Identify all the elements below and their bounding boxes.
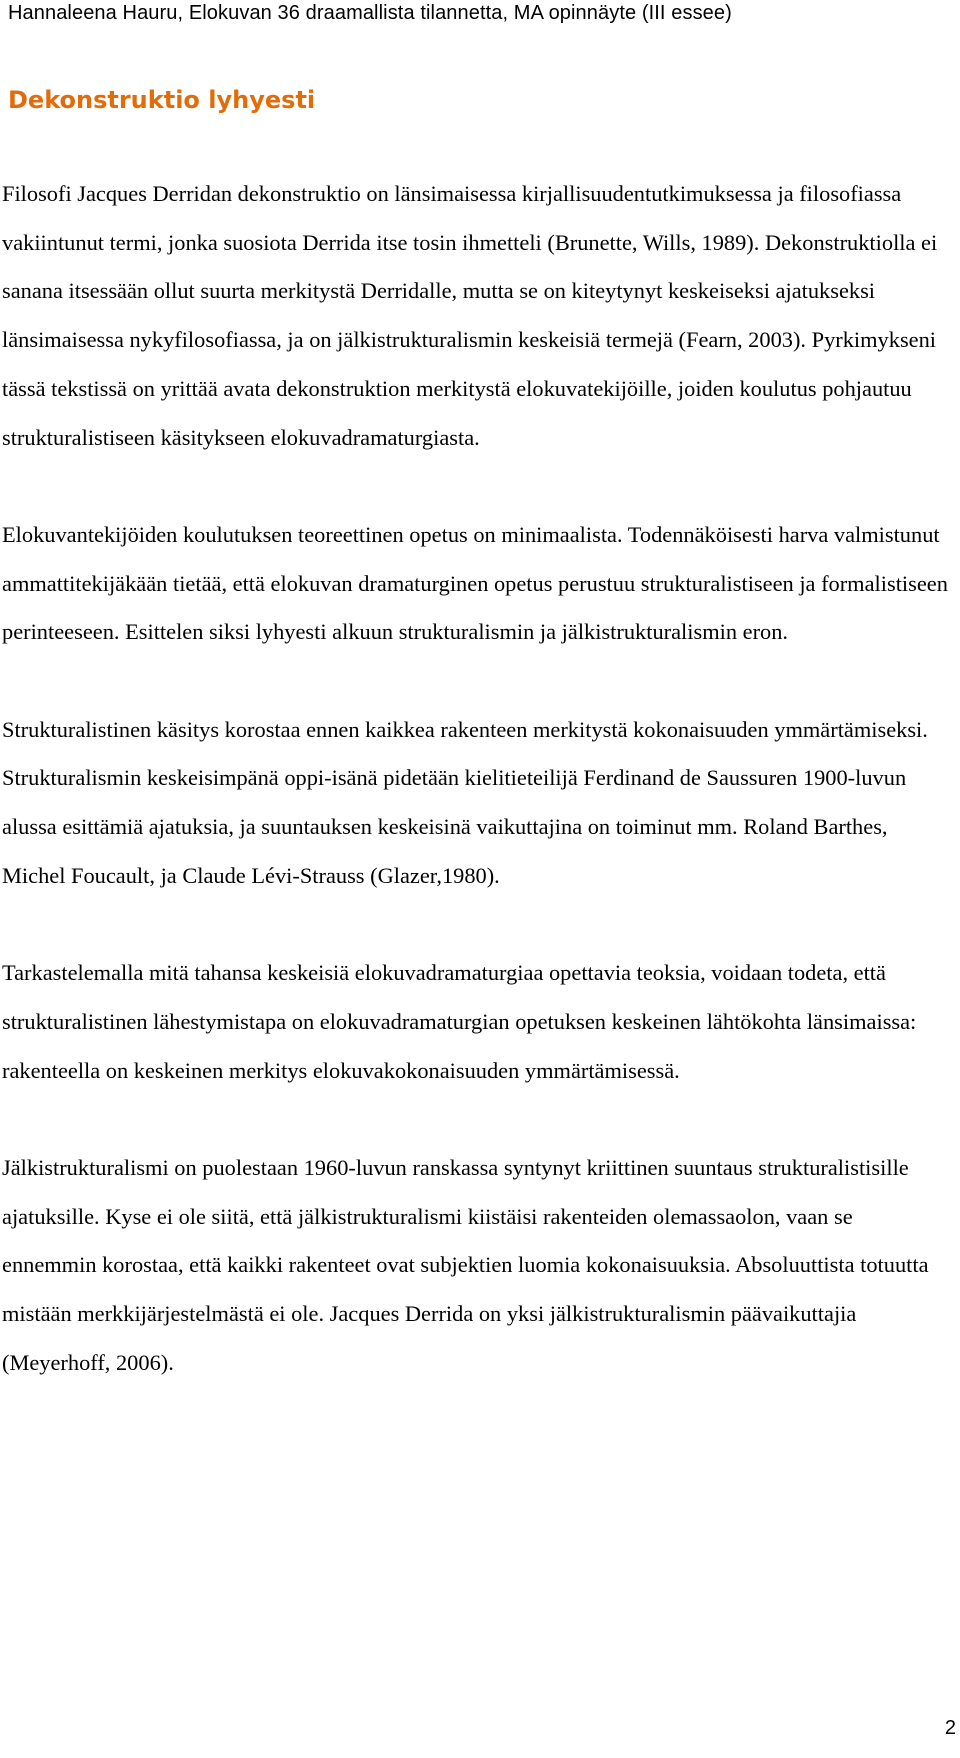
paragraph-4: Tarkastelemalla mitä tahansa keskeisiä elokuvadramaturgiaa opettavia teoksia, voidaan todeta, että strukturalistinen lähestymistapa on elokuvadramaturgian opetuksen keskeinen lähtökohta länsimaissa: rakenteella on keskeinen merkitys elokuvakokonaisuuden ymmärtämisessä. [2,960,917,1083]
paragraph-3: Strukturalistinen käsitys korostaa ennen kaikkea rakenteen merkitystä kokonaisuuden ymmärtämiseksi. Strukturalismin keskeisimpänä oppi-isänä pidetään kielitieteilijä Ferdinand de Saussuren 1900-luvun alussa esittämiä ajatuksia, ja suuntauksen keskeisinä vaikuttajina on toiminut mm. Roland Barthes, Michel Foucault, ja Claude Lévi-Strauss (Glazer,1980). [2,716,928,888]
body-text [2,170,952,1436]
paragraph-2: Elokuvantekijöiden koulutuksen teoreettinen opetus on minimaalista. Todennäköisesti harva valmistunut ammattitekijäkään tietää, että elokuvan dramaturginen opetus perustuu strukturalistiseen ja formalistiseen perinteeseen. Esittelen siksi lyhyesti alkuun strukturalismin ja jälkistrukturalismin eron. [2,521,948,645]
paragraph-5: Jälkistrukturalismi on puolestaan 1960-luvun ranskassa syntynyt kriittinen suuntaus strukturalistisille ajatuksille. Kyse ei ole siitä, että jälkistrukturalismi kiistäisi rakenteiden olemassaolon, vaan se ennemmin korostaa, että kaikki rakenteet ovat subjektien luomia kokonaisuuksia. Absoluuttista totuutta mistään merkkijärjestelmästä ei ole. Jacques Derrida on yksi jälkistrukturalismin päävaikuttajia (Meyerhoff, 2006). [2,1155,929,1375]
running-header: Hannaleena Hauru, Elokuvan 36 draamallista tilannetta, MA opinnäyte (III essee) [8,2,732,24]
page-number: 2 [944,1717,956,1739]
section-heading: Dekonstruktio lyhyesti [8,86,316,114]
paragraph-1: Filosofi Jacques Derridan dekonstruktio on länsimaisessa kirjallisuudentutkimuksessa ja filosofiassa vakiintunut termi, jonka suosiota Derrida itse tosin ihmetteli (Brunette, Wills, 1989). Dekonstruktiolla ei sanana itsessään ollut suurta merkitystä Derridalle, mutta se on kiteytynyt keskeiseksi ajatukseksi länsimaisessa nykyfilosofiassa, ja on jälkistrukturalismin keskeisiä termejä (Fearn, 2003). Pyrkimykseni tässä tekstissä on yrittää avata dekonstruktion merkitystä elokuvatekijöille, joiden koulutus pohjautuu strukturalistiseen käsitykseen elokuvadramaturgiasta. [2,181,938,450]
